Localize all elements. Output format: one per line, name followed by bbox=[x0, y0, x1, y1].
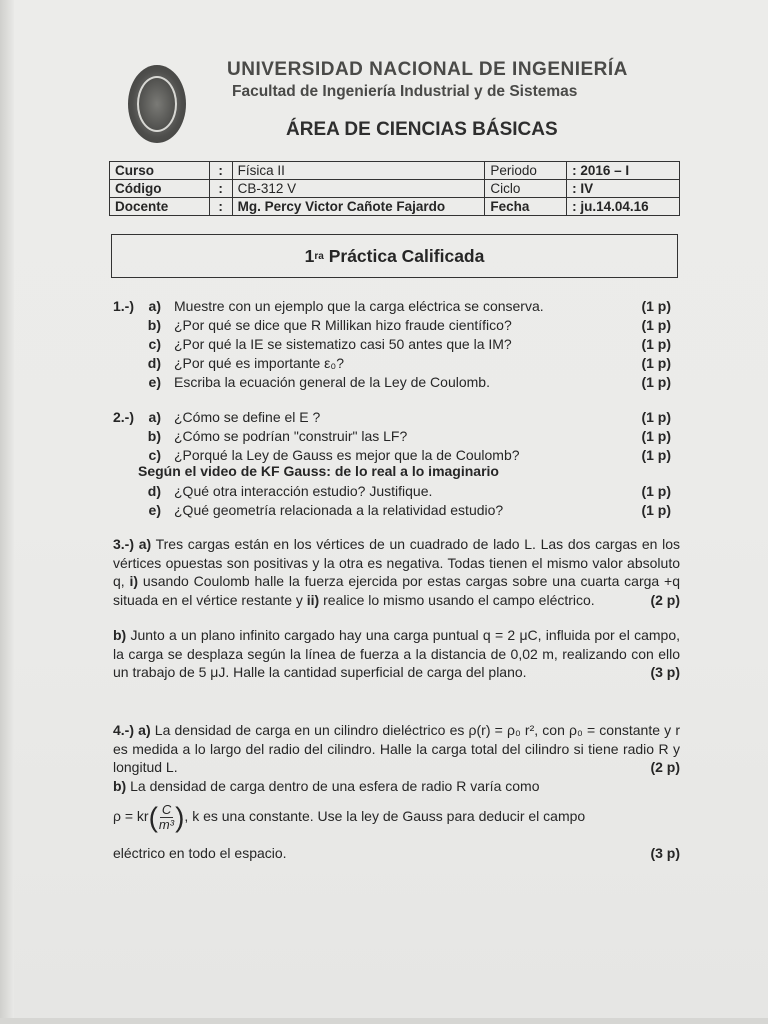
question-number: 1.-) bbox=[113, 298, 134, 314]
item-label: e) bbox=[148, 374, 161, 390]
question-1-item-b bbox=[113, 316, 673, 335]
question-text: Junto a un plano infinito cargado hay una carga puntual q = 2 μC, influida por el campo, la carga se desplaza según la línea de fuerza a la distancia de 0,02 m, realizando con ello un trabajo de 5 μJ. Halle la cantidad superficial de carga del plano. bbox=[113, 627, 680, 680]
table-row bbox=[110, 180, 680, 198]
item-text: Muestre con un ejemplo que la carga eléctrica se conserva. bbox=[174, 298, 544, 314]
fecha-label: Fecha bbox=[485, 198, 567, 216]
university-name: UNIVERSIDAD NACIONAL DE INGENIERÍA bbox=[227, 59, 628, 80]
table-row bbox=[110, 162, 680, 180]
fraction-numerator: C bbox=[161, 801, 172, 817]
item-points: (1 p) bbox=[641, 374, 671, 390]
title-ordinal: 1 bbox=[304, 245, 315, 266]
item-label: d) bbox=[147, 355, 161, 371]
table-row bbox=[110, 198, 680, 216]
question-2-item-d bbox=[113, 482, 673, 501]
page-edge-shadow bbox=[0, 0, 14, 1024]
item-label: e) bbox=[148, 502, 161, 518]
question-points: (3 p) bbox=[650, 664, 680, 680]
faculty-name: Facultad de Ingeniería Industrial y de Sistemas bbox=[232, 83, 578, 100]
item-text: Escriba la ecuación general de la Ley de Coulomb. bbox=[174, 374, 490, 390]
item-points: (1 p) bbox=[641, 317, 671, 333]
question-text: usando Coulomb halle la fuerza ejercida por estas cargas sobre una cuarta carga +q situada en el vértice restante y bbox=[113, 573, 680, 608]
question-2-item-b bbox=[113, 427, 673, 446]
question-points: (2 p) bbox=[650, 591, 680, 608]
separator: : bbox=[209, 180, 232, 198]
university-seal-icon bbox=[128, 65, 186, 143]
item-points: (1 p) bbox=[641, 409, 671, 425]
sub-label: ii) bbox=[306, 591, 320, 608]
curso-label: Curso bbox=[110, 162, 210, 180]
question-1-item-e bbox=[113, 373, 673, 392]
docente-label: Docente bbox=[110, 198, 210, 216]
item-points: (1 p) bbox=[641, 447, 671, 463]
page-bottom-edge bbox=[0, 1018, 768, 1024]
item-points: (1 p) bbox=[641, 502, 671, 518]
question-points: (2 p) bbox=[650, 759, 680, 775]
question-text: eléctrico en todo el espacio. bbox=[113, 845, 287, 861]
question-text: La densidad de carga en un cilindro dieléctrico es ρ(r) = ρ₀ r², con ρ₀ = constante y r es medida a lo largo del radio del cilindro. Halle la carga total del cilindro si tiene radio R y longitud L. bbox=[113, 722, 681, 775]
item-points: (1 p) bbox=[641, 298, 671, 314]
fecha-value: : ju.14.04.16 bbox=[567, 198, 680, 216]
item-text: ¿Cómo se define el E ? bbox=[174, 409, 321, 425]
question-text: realice lo mismo usando el campo eléctrico. bbox=[319, 591, 595, 608]
separator: : bbox=[209, 162, 232, 180]
course-info-table bbox=[109, 161, 680, 216]
item-label: c) bbox=[148, 336, 161, 352]
question-text: , k es una constante. Use la ley de Gauss para deducir el campo bbox=[184, 808, 586, 824]
title-ordinal-suffix: ra bbox=[314, 250, 324, 262]
item-label: d) bbox=[147, 483, 161, 499]
item-label: a) bbox=[148, 409, 161, 425]
question-1-item-d bbox=[113, 354, 673, 373]
question-text: Tres cargas están en los vértices de un cuadrado de lado L. Las dos cargas en los vértices opuestas son positivas y la otra es negativa. Todas tienen el mismo valor absoluto q, bbox=[113, 536, 681, 589]
question-3-part-b bbox=[113, 626, 680, 682]
item-text: ¿Qué geometría relacionada a la relatividad estudio? bbox=[174, 502, 504, 518]
item-points: (1 p) bbox=[641, 355, 671, 371]
codigo-value: CB-312 V bbox=[232, 180, 485, 198]
question-number: 2.-) bbox=[113, 409, 134, 425]
question-points: (3 p) bbox=[650, 845, 680, 861]
question-2-item-a bbox=[113, 408, 673, 427]
item-points: (1 p) bbox=[641, 483, 671, 499]
item-text: ¿Por qué se dice que R Millikan hizo fraude científico? bbox=[174, 317, 512, 333]
question-4-part-a bbox=[113, 721, 680, 777]
item-text: ¿Cómo se podrían "construir" las LF? bbox=[174, 428, 408, 444]
question-4-formula-line: ρ = kr( $\frac{C}{\text{m³}}$ ), k es una constante. Use la ley de Gauss para deducir el campo bbox=[113, 801, 586, 833]
question-text: La densidad de carga dentro de una esfera de radio R varía como bbox=[126, 778, 540, 794]
item-label: b) bbox=[147, 317, 161, 333]
question-3-part-a bbox=[113, 535, 680, 609]
video-subheading: Según el video de KF Gauss: de lo real a lo imaginario bbox=[138, 463, 499, 479]
curso-value: Física II bbox=[232, 162, 485, 180]
density-formula: ρ = kr bbox=[113, 808, 149, 824]
item-text: ¿Por qué la IE se sistematizo casi 50 antes que la IM? bbox=[174, 336, 512, 352]
item-label: a) bbox=[148, 298, 161, 314]
question-label: 3.-) a) bbox=[113, 536, 152, 552]
question-2-item-e bbox=[113, 501, 673, 520]
docente-value: Mg. Percy Victor Cañote Fajardo bbox=[232, 198, 485, 216]
question-4-part-b bbox=[113, 777, 680, 796]
question-label: b) bbox=[113, 778, 127, 794]
sub-label: i) bbox=[129, 573, 139, 589]
periodo-value: : 2016 – I bbox=[567, 162, 680, 180]
item-label: c) bbox=[148, 447, 161, 463]
item-text: ¿Porqué la Ley de Gauss es mejor que la de Coulomb? bbox=[174, 447, 520, 463]
question-label: 4.-) a) bbox=[113, 722, 151, 738]
area-title: ÁREA DE CIENCIAS BÁSICAS bbox=[286, 119, 558, 140]
item-points: (1 p) bbox=[641, 428, 671, 444]
exam-title bbox=[111, 234, 678, 278]
codigo-label: Código bbox=[110, 180, 210, 198]
fraction-denominator: m³ bbox=[158, 816, 175, 832]
density-fraction bbox=[159, 803, 174, 832]
item-points: (1 p) bbox=[641, 336, 671, 352]
question-4-part-b-end bbox=[113, 844, 680, 863]
question-1-item-a bbox=[113, 297, 673, 316]
item-text: ¿Por qué es importante ε₀? bbox=[174, 355, 345, 371]
question-label: b) bbox=[113, 627, 127, 643]
item-label: b) bbox=[147, 428, 161, 444]
ciclo-value: : IV bbox=[567, 180, 680, 198]
periodo-label: Periodo bbox=[485, 162, 567, 180]
separator: : bbox=[209, 198, 232, 216]
item-text: ¿Qué otra interacción estudio? Justifique. bbox=[174, 483, 433, 499]
ciclo-label: Ciclo bbox=[485, 180, 567, 198]
title-text: Práctica Calificada bbox=[323, 245, 485, 266]
question-1-item-c bbox=[113, 335, 673, 354]
